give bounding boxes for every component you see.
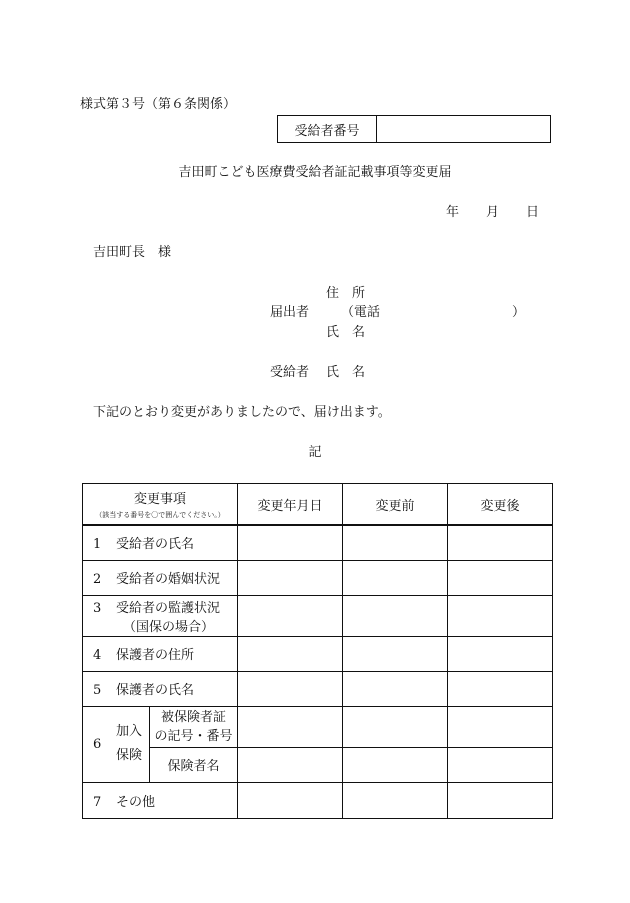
header-after: 変更後 bbox=[448, 484, 553, 526]
date-cell[interactable] bbox=[238, 636, 343, 671]
after-cell[interactable] bbox=[448, 747, 553, 782]
date-cell[interactable] bbox=[238, 671, 343, 706]
before-cell[interactable] bbox=[343, 671, 448, 706]
applicant-label: 届出者 bbox=[270, 305, 310, 320]
row-label: 3 受給者の監護状況 （国保の場合） bbox=[83, 595, 238, 636]
ki-heading: 記 bbox=[308, 445, 322, 460]
address-label: 住 所 bbox=[326, 286, 366, 301]
recipient-number-field[interactable] bbox=[377, 116, 550, 142]
date-cell[interactable] bbox=[238, 747, 343, 782]
date-cell[interactable] bbox=[238, 595, 343, 636]
phone-close-label: ） bbox=[512, 305, 526, 320]
row-label: 4 保護者の住所 bbox=[83, 636, 238, 671]
table-row-insurance-number bbox=[83, 706, 553, 747]
before-cell[interactable] bbox=[343, 782, 448, 818]
date-year-label: 年 bbox=[446, 205, 460, 220]
form-title: 吉田町こども医療費受給者証記載事項等変更届 bbox=[178, 165, 452, 180]
table-row bbox=[83, 636, 553, 671]
header-date: 変更年月日 bbox=[238, 484, 343, 526]
after-cell[interactable] bbox=[448, 706, 553, 747]
date-cell[interactable] bbox=[238, 782, 343, 818]
before-cell[interactable] bbox=[343, 560, 448, 595]
before-cell[interactable] bbox=[343, 636, 448, 671]
before-cell[interactable] bbox=[343, 747, 448, 782]
after-cell[interactable] bbox=[448, 671, 553, 706]
header-before: 変更前 bbox=[343, 484, 448, 526]
after-cell[interactable] bbox=[448, 636, 553, 671]
recipient-number-label: 受給者番号 bbox=[278, 116, 377, 142]
header-item-label: 変更事項 bbox=[133, 492, 186, 507]
insurance-group-label: 6 加入 保険 bbox=[83, 706, 150, 782]
row-label: 2 受給者の婚姻状況 bbox=[83, 560, 238, 595]
date-cell[interactable] bbox=[238, 560, 343, 595]
table-row bbox=[83, 595, 553, 636]
form-number: 様式第３号（第６条関係） bbox=[80, 97, 237, 112]
header-item-note: （該当する番号を〇で囲んでください。） bbox=[95, 511, 225, 519]
after-cell[interactable] bbox=[448, 560, 553, 595]
before-cell[interactable] bbox=[343, 525, 448, 560]
row-label: 5 保護者の氏名 bbox=[83, 671, 238, 706]
table-row bbox=[83, 525, 553, 560]
after-cell[interactable] bbox=[448, 525, 553, 560]
header-item bbox=[83, 484, 238, 526]
table-row bbox=[83, 560, 553, 595]
recipient-name-label: 氏 名 bbox=[326, 365, 366, 380]
phone-open-label: （電話 bbox=[341, 305, 381, 320]
recipient-number-box bbox=[277, 115, 551, 143]
addressee: 吉田町長 様 bbox=[93, 245, 172, 260]
table-header-row bbox=[83, 484, 553, 526]
after-cell[interactable] bbox=[448, 595, 553, 636]
row-label: 1 受給者の氏名 bbox=[83, 525, 238, 560]
table-row bbox=[83, 671, 553, 706]
table-row-insurer-name bbox=[83, 747, 553, 782]
table-row bbox=[83, 782, 553, 818]
row-label: 7 その他 bbox=[83, 782, 238, 818]
date-cell[interactable] bbox=[238, 525, 343, 560]
after-cell[interactable] bbox=[448, 782, 553, 818]
before-cell[interactable] bbox=[343, 595, 448, 636]
date-day-label: 日 bbox=[526, 205, 540, 220]
change-table bbox=[82, 483, 553, 819]
before-cell[interactable] bbox=[343, 706, 448, 747]
statement: 下記のとおり変更がありましたので、届け出ます。 bbox=[93, 405, 391, 420]
insurer-name-label: 保険者名 bbox=[150, 747, 238, 782]
date-month-label: 月 bbox=[486, 205, 500, 220]
insurance-number-label: 被保険者証 の記号・番号 bbox=[150, 706, 238, 747]
date-cell[interactable] bbox=[238, 706, 343, 747]
name-label: 氏 名 bbox=[326, 325, 366, 340]
recipient-label: 受給者 bbox=[270, 365, 310, 380]
